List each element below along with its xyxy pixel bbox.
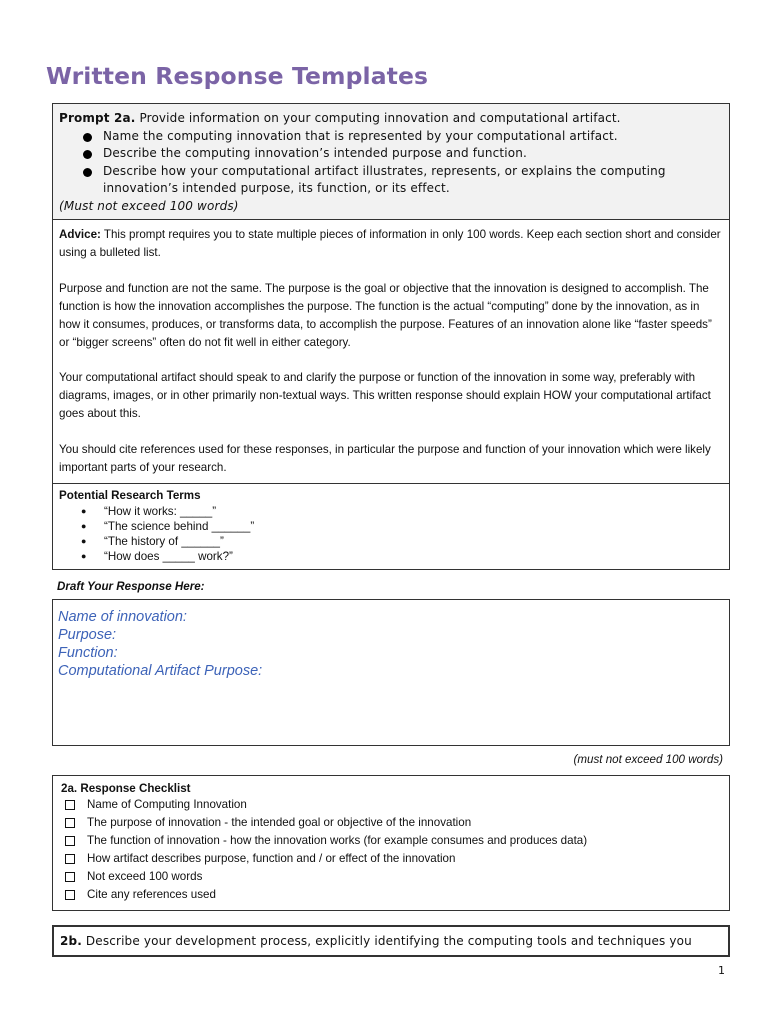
prompt-2a-bullet: Name the computing innovation that is represented by your computational artifact. — [59, 128, 723, 146]
checklist-item[interactable]: The purpose of innovation - the intended goal or objective of the innovation — [61, 814, 723, 832]
prompt-2a-table — [52, 103, 730, 570]
draft-line-purpose: Purpose: — [58, 627, 117, 643]
prompt-2a-label: Prompt 2a. — [59, 111, 136, 125]
prompt-2a-bullets — [59, 128, 723, 198]
prompt-2a-intro — [59, 110, 723, 128]
prompt-2b-text: Describe your development process, explicitly identifying the computing tools and techniques you — [81, 934, 692, 948]
research-term: ● “How does _____ work?” — [59, 549, 723, 564]
research-terms-list — [59, 504, 723, 564]
advice-label: Advice: — [59, 228, 101, 241]
draft-line-artifact-purpose: Computational Artifact Purpose: — [58, 663, 263, 679]
advice-text: This prompt requires you to state multiple pieces of information in only 100 words. Keep each section short and consider using a bulleted list. — [59, 228, 721, 259]
draft-response-field[interactable] — [52, 599, 730, 746]
page-number: 1 — [718, 964, 725, 977]
checklist-item[interactable]: The function of innovation - how the innovation works (for example consumes and produces data) — [61, 832, 723, 850]
advice-paragraph — [59, 226, 723, 262]
response-checklist — [52, 775, 730, 911]
checklist-item[interactable]: How artifact describes purpose, function and / or effect of the innovation — [61, 850, 723, 868]
prompt-2a-limit: (Must not exceed 100 words) — [59, 198, 239, 213]
prompt-2a-text: Provide information on your computing innovation and computational artifact. — [135, 111, 621, 125]
research-term: ● “The science behind ______” — [59, 519, 723, 534]
prompt-2a-header — [53, 104, 729, 220]
checklist-items — [61, 796, 723, 904]
research-terms-section — [53, 484, 729, 569]
draft-line-innovation: Name of innovation: — [58, 609, 187, 625]
prompt-2a-bullet: Describe the computing innovation’s intended purpose and function. — [59, 145, 723, 163]
page-title: Written Response Templates — [46, 62, 429, 90]
checklist-item[interactable]: Cite any references used — [61, 886, 723, 904]
advice-paragraph: Purpose and function are not the same. The purpose is the goal or objective that the innovation is designed to accomplish. The function is how the innovation accomplishes the purpose. The function is the actual “computing” done by the innovation, as in how it consumes, produces, or transforms data, to accomplish the purpose. Features of an innovation alone like “faster speeds” or “bigger screens” often do not fit well in either category. — [59, 281, 712, 349]
checklist-item[interactable]: Not exceed 100 words — [61, 868, 723, 886]
advice-paragraph: Your computational artifact should speak to and clarify the purpose or function of the innovation in some way, preferably with diagrams, images, or in other primarily non-textual ways. This written response should explain HOW your computational artifact goes about this. — [59, 371, 711, 420]
prompt-2a-bullet: Describe how your computational artifact illustrates, represents, or explains the computing innovation’s intended purpose, its function, or its effect. — [59, 163, 723, 198]
research-term: ● “How it works: _____” — [59, 504, 723, 519]
prompt-2b-box — [52, 925, 730, 957]
checklist-heading: 2a. Response Checklist — [61, 782, 191, 795]
advice-paragraph: You should cite references used for these responses, in particular the purpose and function of your innovation which were likely important parts of your research. — [59, 442, 711, 474]
draft-label: Draft Your Response Here: — [57, 580, 205, 593]
draft-line-function: Function: — [58, 645, 118, 661]
advice-section — [53, 220, 729, 484]
prompt-2b-label: 2b. — [60, 934, 82, 948]
research-term: ● “The history of ______” — [59, 534, 723, 549]
research-terms-heading: Potential Research Terms — [59, 488, 201, 502]
checklist-item[interactable]: Name of Computing Innovation — [61, 796, 723, 814]
word-limit-note: (must not exceed 100 words) — [573, 753, 723, 766]
